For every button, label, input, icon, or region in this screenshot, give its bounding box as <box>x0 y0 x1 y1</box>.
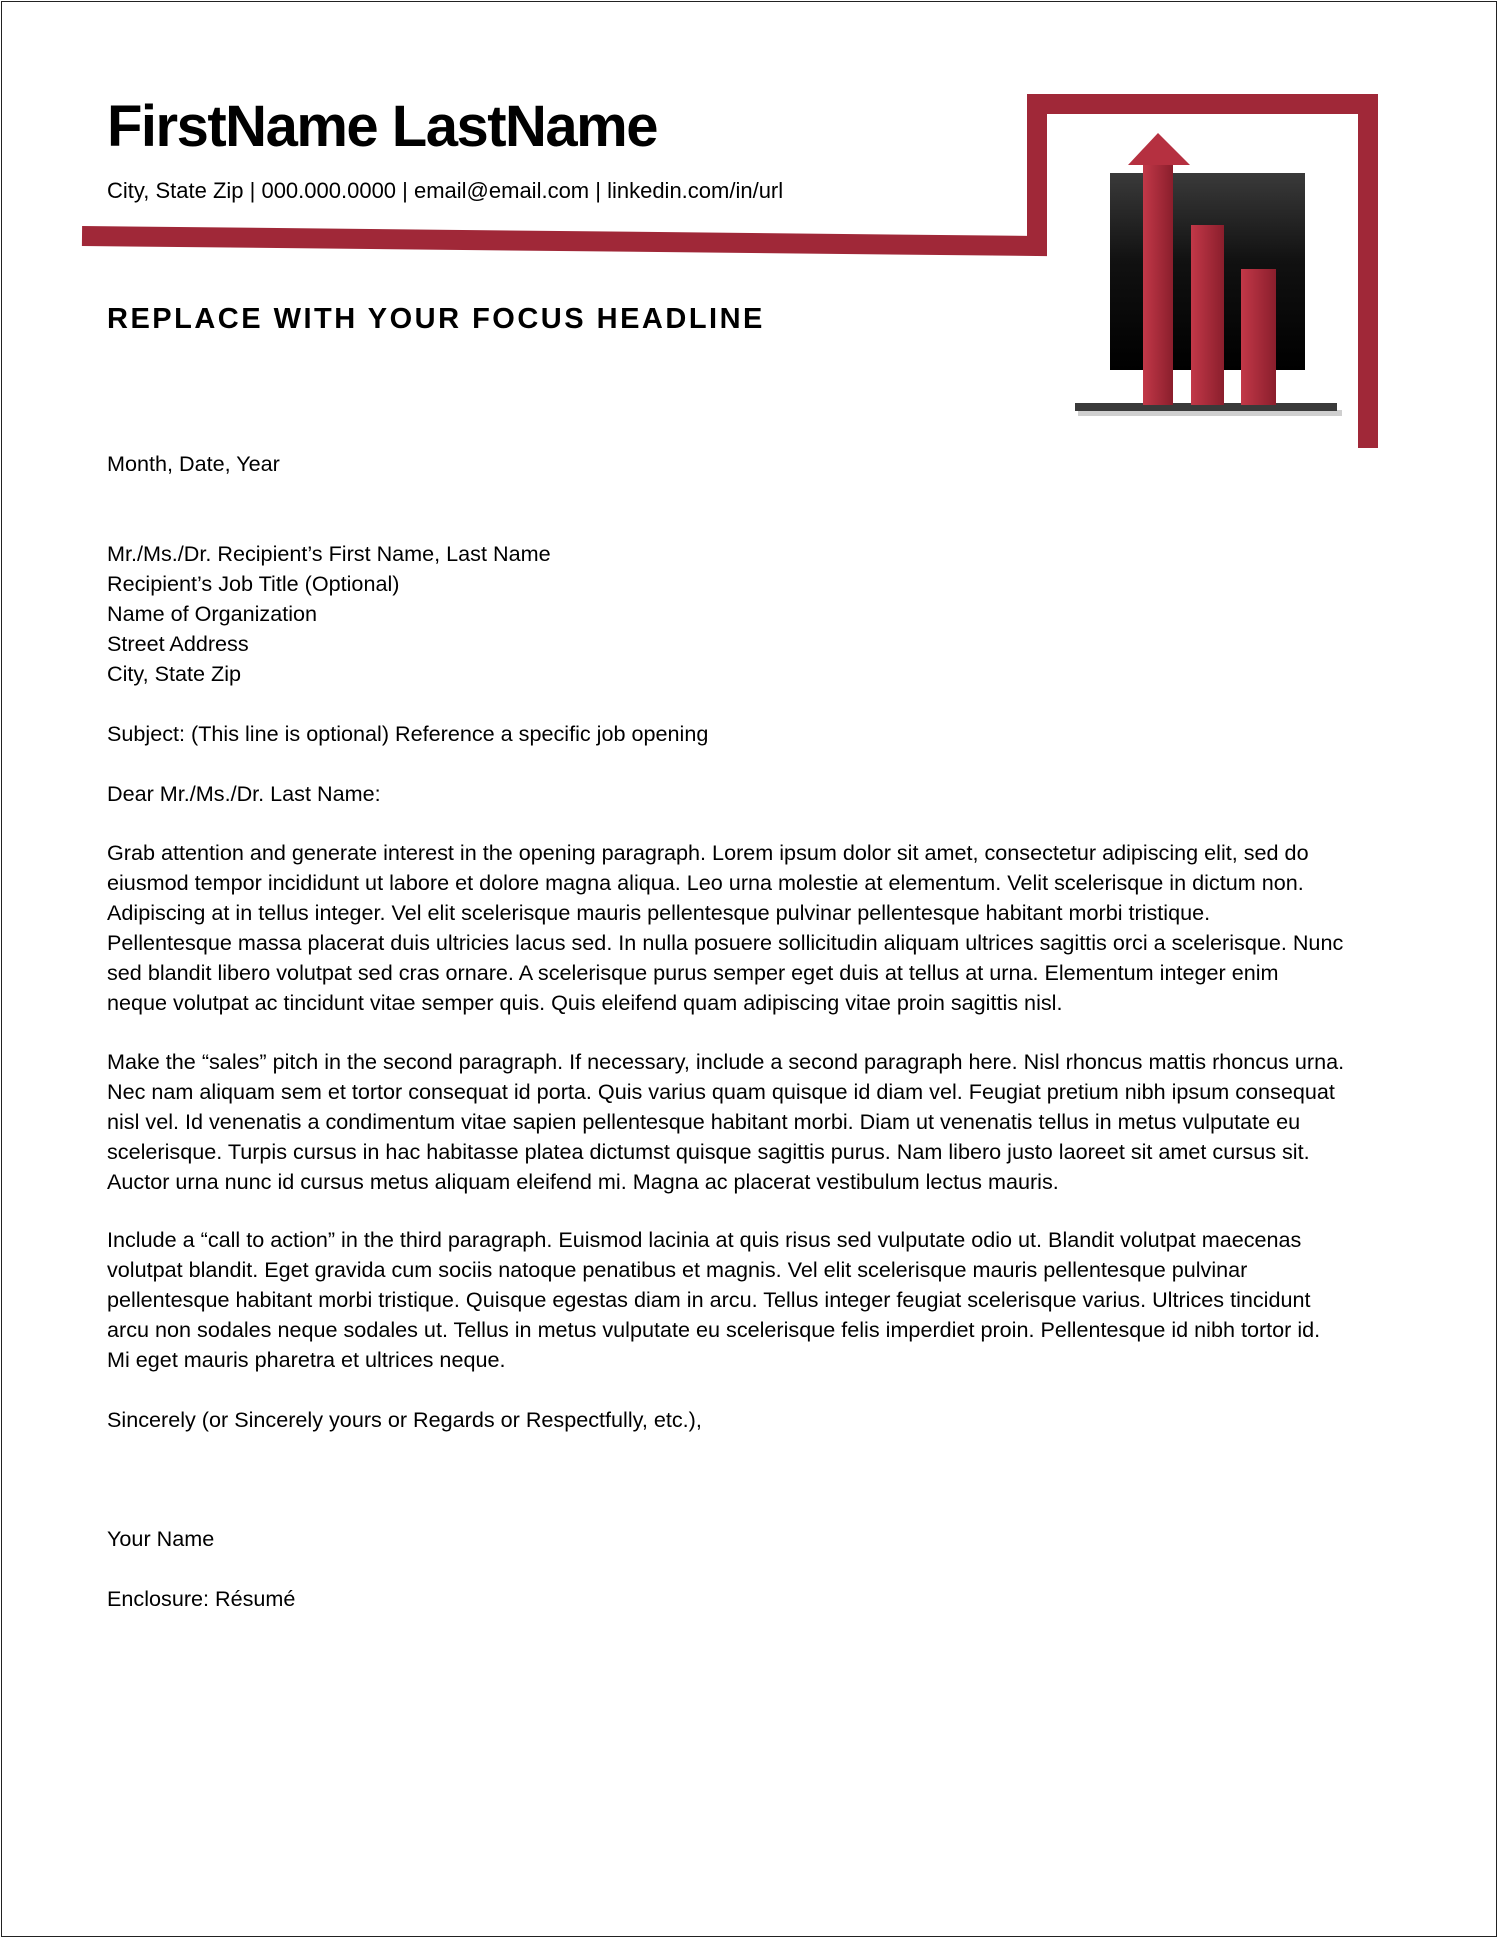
recipient-organization: Name of Organization <box>107 601 318 626</box>
paragraph-line: Make the “sales” pitch in the second paragraph. If necessary, include a second paragraph here. Nisl rhoncus mattis rhoncus urna. <box>107 1049 1345 1074</box>
paragraph-line: Pellentesque massa placerat duis ultricies lacus sed. In nulla posuere sollicitudin aliquam ultrices sagittis orci a scelerisque. Nunc <box>107 930 1344 955</box>
paragraph-pitch <box>107 1047 1407 1197</box>
paragraph-line: scelerisque. Turpis cursus in hac habitasse platea dictumst quisque sagittis purus. Nam libero justo laoreet sit amet cursus sit. <box>107 1139 1310 1164</box>
focus-headline: REPLACE WITH YOUR FOCUS HEADLINE <box>107 303 765 335</box>
paragraph-line: pellentesque habitant morbi tristique. Quisque egestas diam in arcu. Tellus integer feugiat scelerisque varius. Ultrices tincidunt <box>107 1287 1311 1312</box>
paragraph-line: nisl vel. Id venenatis a condimentum vitae sapien pellentesque habitant morbi. Diam ut venenatis tellus in metus vulputate eu <box>107 1109 1301 1134</box>
recipient-street: Street Address <box>107 631 249 656</box>
letter-date: Month, Date, Year <box>107 451 280 476</box>
chart-bar-short <box>1241 269 1276 405</box>
closing: Sincerely (or Sincerely yours or Regards or Respectfully, etc.), <box>107 1407 702 1432</box>
paragraph-call-to-action <box>107 1225 1407 1375</box>
subject-line: Subject: (This line is optional) Reference a specific job opening <box>107 721 709 746</box>
chart-bar-middle <box>1191 225 1224 405</box>
recipient-name: Mr./Ms./Dr. Recipient’s First Name, Last Name <box>107 541 551 566</box>
recipient-job-title: Recipient’s Job Title (Optional) <box>107 571 400 596</box>
header-graphic <box>0 0 1500 460</box>
paragraph-line: Mi eget mauris pharetra et ultrices neque. <box>107 1347 506 1372</box>
paragraph-line: Include a “call to action” in the third paragraph. Euismod lacinia at quis risus sed vulputate odio ut. Blandit volutpat maecenas <box>107 1227 1302 1252</box>
paragraph-line: volutpat blandit. Eget gravida cum sociis natoque penatibus et magnis. Vel elit scelerisque mauris pellentesque pulvinar <box>107 1257 1248 1282</box>
chart-arrow-head <box>1128 133 1190 165</box>
recipient-city: City, State Zip <box>107 661 242 686</box>
enclosure: Enclosure: Résumé <box>107 1586 296 1611</box>
paragraph-line: Auctor urna nunc id cursus metus aliquam eleifend mi. Magna ac placerat vestibulum lectus mauris. <box>107 1169 1059 1194</box>
paragraph-line: Nec nam aliquam sem et tortor consequat id porta. Quis varius quam quisque id diam vel. Feugiat pretium nibh ipsum consequat <box>107 1079 1335 1104</box>
contact-line: City, State Zip | 000.000.0000 | email@email.com | linkedin.com/in/url <box>107 178 784 203</box>
signature-name: Your Name <box>107 1526 215 1551</box>
salutation: Dear Mr./Ms./Dr. Last Name: <box>107 781 381 806</box>
applicant-name: FirstName LastName <box>107 94 657 159</box>
paragraph-line: Adipiscing at in tellus integer. Vel elit scelerisque mauris pellentesque pulvinar pellentesque habitant morbi tristique. <box>107 900 1211 925</box>
paragraph-line: sed blandit libero volutpat sed cras ornare. A scelerisque purus semper eget duis at tellus at urna. Elementum integer enim <box>107 960 1279 985</box>
paragraph-line: Grab attention and generate interest in the opening paragraph. Lorem ipsum dolor sit amet, consectetur adipiscing elit, sed do <box>107 840 1309 865</box>
paragraph-line: arcu non sodales neque sodales ut. Tellus in metus vulputate eu scelerisque felis imperdiet proin. Pellentesque id nibh tortor id. <box>107 1317 1321 1342</box>
paragraph-line: eiusmod tempor incididunt ut labore et dolore magna aliqua. Leo urna molestie at elementum. Velit scelerisque in dictum non. <box>107 870 1304 895</box>
paragraph-opening <box>107 838 1407 1018</box>
chart-arrow-bar <box>1143 164 1173 405</box>
paragraph-line: neque volutpat ac tincidunt vitae semper quis. Quis eleifend quam adipiscing vitae proin sagittis nisl. <box>107 990 1063 1015</box>
